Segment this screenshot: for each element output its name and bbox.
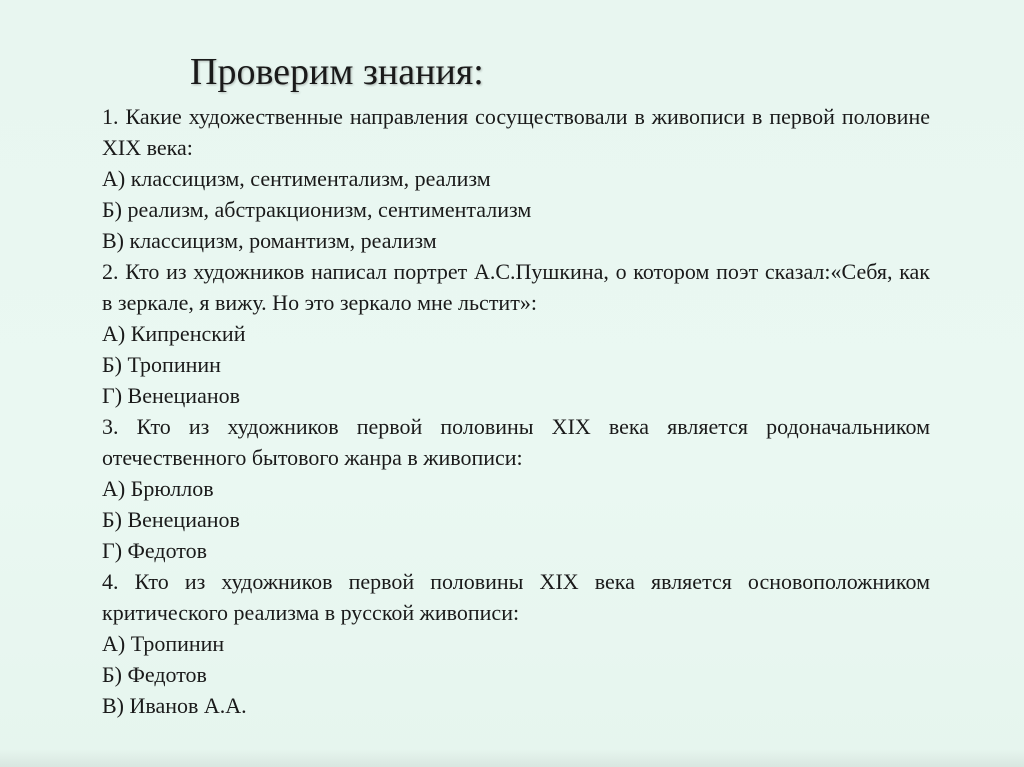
question-3-option-a: А) Брюллов [102,476,214,501]
question-3-option-c: Г) Федотов [102,538,208,563]
question-2-text: 2. Кто из художников написал портрет А.С.Пушкина, о котором поэт сказал:«Себя, как в зеркале, я вижу. Но это зеркало мне льстит»: [102,259,930,315]
question-1-option-a: А) классицизм, сентиментализм, реализм [102,166,491,191]
question-4-option-a: А) Тропинин [102,631,225,656]
question-2-option-c: Г) Венецианов [102,383,240,408]
question-4-option-b: Б) Федотов [102,662,207,687]
question-1-option-b: Б) реализм, абстракционизм, сентиментализм [102,197,532,222]
question-2-option-b: Б) Тропинин [102,352,221,377]
question-3-text: 3. Кто из художников первой половины XIX века является родоначальником отечественного бытового жанра в живописи: [102,414,930,470]
page-title: Проверим знания: [190,51,484,93]
question-1-option-c: В) классицизм, романтизм, реализм [102,228,437,253]
question-1-text: 1. Какие художественные направления сосуществовали в живописи в первой половине XIX века: [102,104,930,160]
question-2-option-a: А) Кипренский [102,321,246,346]
question-3-option-b: Б) Венецианов [102,507,240,532]
question-4-option-c: В) Иванов А.А. [102,693,247,718]
bottom-shadow [0,749,1024,767]
question-4-text: 4. Кто из художников первой половины XIX века является основоположником критического реализма в русской живописи: [102,569,930,625]
quiz-content [102,101,930,721]
